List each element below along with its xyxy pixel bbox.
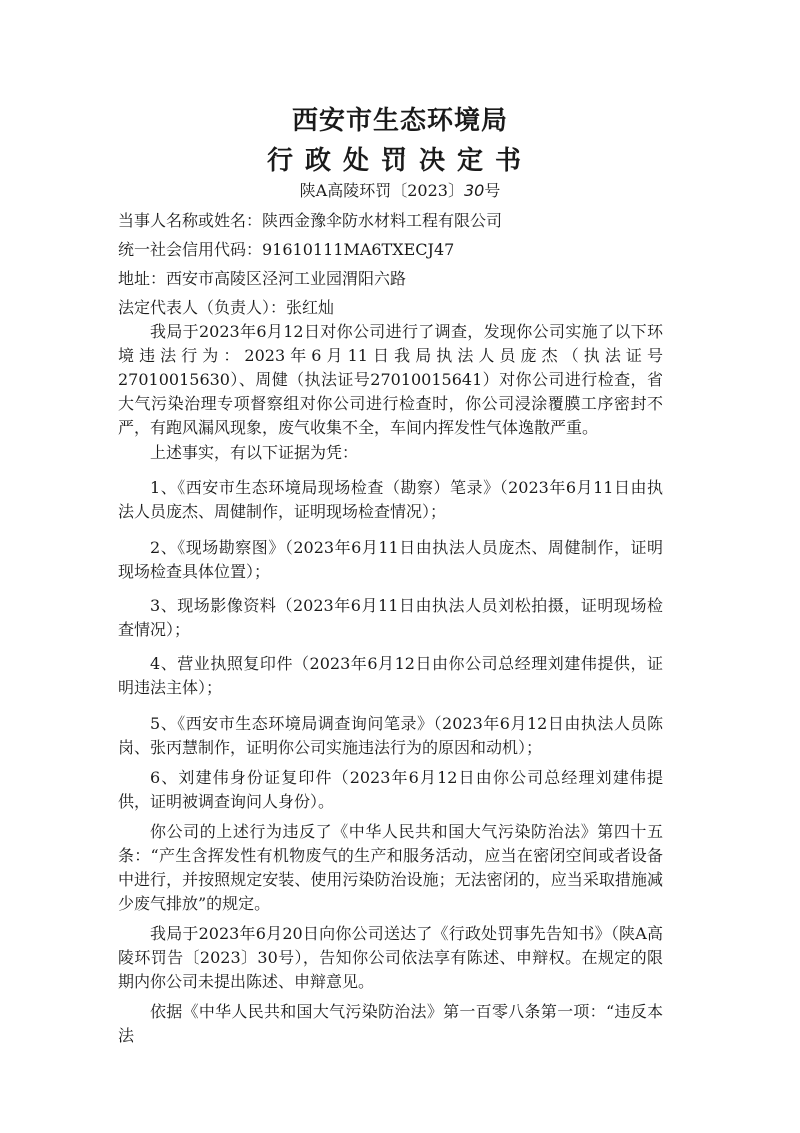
document-number-suffix: 号 [484, 181, 501, 200]
party-address: 地址：西安市高陵区泾河工业园渭阳六路 [118, 269, 407, 288]
paragraph-notice: 我局于2023年6月20日向你公司送达了《行政处罚事先告知书》（陕A高陵环罚告〔2023〕30号），告知你公司依法享有陈述、申辩权。在规定的限期内你公司未提出陈述、申辩意见。 [118, 924, 663, 991]
evidence-item-2: 2、《现场勘察图》（2023年6月11日由执法人员庞杰、周健制作，证明现场检查具体位置）； [118, 538, 663, 581]
document-type-title: 行政处罚决定书 [266, 146, 533, 176]
evidence-item-3: 3、现场影像资料（2023年6月11日由执法人员刘松拍摄，证明现场检查情况）； [118, 596, 663, 639]
legal-representative: 法定代表人（负责人）：张红灿 [118, 298, 335, 317]
agency-title: 西安市生态环境局 [291, 106, 508, 136]
document-number-handwritten: 30 [463, 181, 485, 200]
evidence-item-5: 5、《西安市生态环境局调查询问笔录》（2023年6月12日由执法人员陈岗、张丙慧制作，证明你公司实施违法行为的原因和动机）； [118, 714, 663, 757]
party-name: 当事人名称或姓名：陕西金豫伞防水材料工程有限公司 [118, 211, 503, 230]
evidence-item-4: 4、营业执照复印件（2023年6月12日由你公司总经理刘建伟提供，证明违法主体）； [118, 654, 663, 697]
evidence-item-6: 6、刘建伟身份证复印件（2023年6月12日由你公司总经理刘建伟提供，证明被调查询问人身份）。 [118, 768, 663, 811]
paragraph-violation: 你公司的上述行为违反了《中华人民共和国大气污染防治法》第四十五条：“产生含挥发性有机物废气的生产和服务活动，应当在密闭空间或者设备中进行，并按照规定安装、使用污染防治设施；无法密闭的，应当采取措施减少废气排放”的规定。 [118, 822, 663, 913]
document-number [0, 178, 800, 201]
document-number-prefix: 陕A高陵环罚〔2023〕 [299, 181, 464, 200]
paragraph-findings: 我局于2023年6月12日对你公司进行了调查，发现你公司实施了以下环境违法行为：2023年6月11日我局执法人员庞杰（执法证号27010015630）、周健（执法证号27010015641）对你公司进行检查，省大气污染治理专项督察组对你公司进行检查时，你公司浸涂覆膜工序密封不严，有跑风漏风现象，废气收集不全，车间内挥发性气体逸散严重。 [118, 322, 663, 437]
paragraph-evidence-intro: 上述事实，有以下证据为凭： [150, 443, 359, 462]
credit-code: 统一社会信用代码：91610111MA6TXECJ47 [118, 240, 455, 259]
paragraph-basis: 依据《中华人民共和国大气污染防治法》第一百零八条第一项：“违反本法 [118, 1002, 663, 1045]
evidence-item-1: 1、《西安市生态环境局现场检查（勘察）笔录》（2023年6月11日由执法人员庞杰、周健制作，证明现场检查情况）； [118, 478, 663, 521]
